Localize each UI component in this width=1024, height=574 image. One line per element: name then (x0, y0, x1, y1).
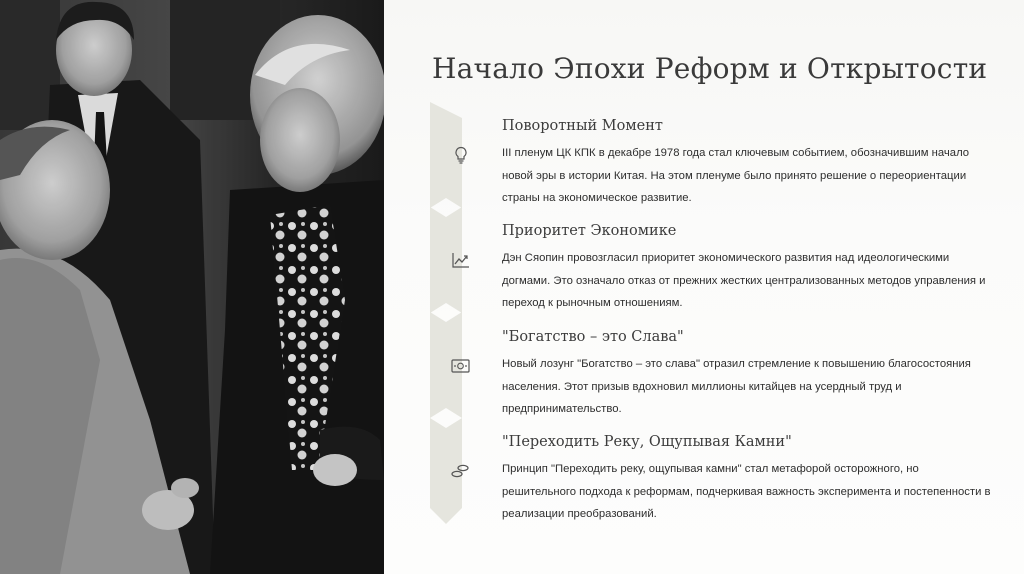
timeline-item-4 (502, 434, 992, 526)
item-title: Поворотный Момент (502, 118, 663, 134)
item-body: Принцип "Переходить реку, ощупывая камни" стал метафорой осторожного, но решительного подхода к реформам, подчеркивая важность эксперимента и постепенности в реализации преобразований. (502, 463, 991, 520)
chart-icon (452, 252, 470, 273)
historical-photo (0, 0, 384, 574)
item-body: Дэн Сяопин провозгласил приоритет экономического развития над идеологическими догмами. Это означало отказ от прежних жестких централизованных методов управления и переход к рыночным отношениям. (502, 252, 986, 309)
item-title: Приоритет Экономике (502, 223, 677, 239)
item-title: "Богатство – это Слава" (502, 329, 684, 345)
timeline-item-2 (502, 223, 992, 315)
timeline-item-3 (502, 329, 992, 421)
slide-title: Начало Эпохи Реформ и Открытости (432, 52, 988, 85)
money-icon (451, 359, 470, 378)
stepping-stones-icon (451, 464, 470, 483)
item-body: Новый лозунг "Богатство – это слава" отразил стремление к повышению благосостояния населения. Этот призыв вдохновил миллионы китайцев на усердный труд и предпринимательство. (502, 358, 971, 415)
item-title: "Переходить Реку, Ощупывая Камни" (502, 434, 792, 450)
lightbulb-icon (453, 146, 469, 169)
timeline-item-1 (502, 118, 992, 210)
item-body: III пленум ЦК КПК в декабре 1978 года стал ключевым событием, обозначившим начало новой эры в истории Китая. На этом пленуме было принято решение о переориентации страны на экономическое развитие. (502, 147, 970, 204)
